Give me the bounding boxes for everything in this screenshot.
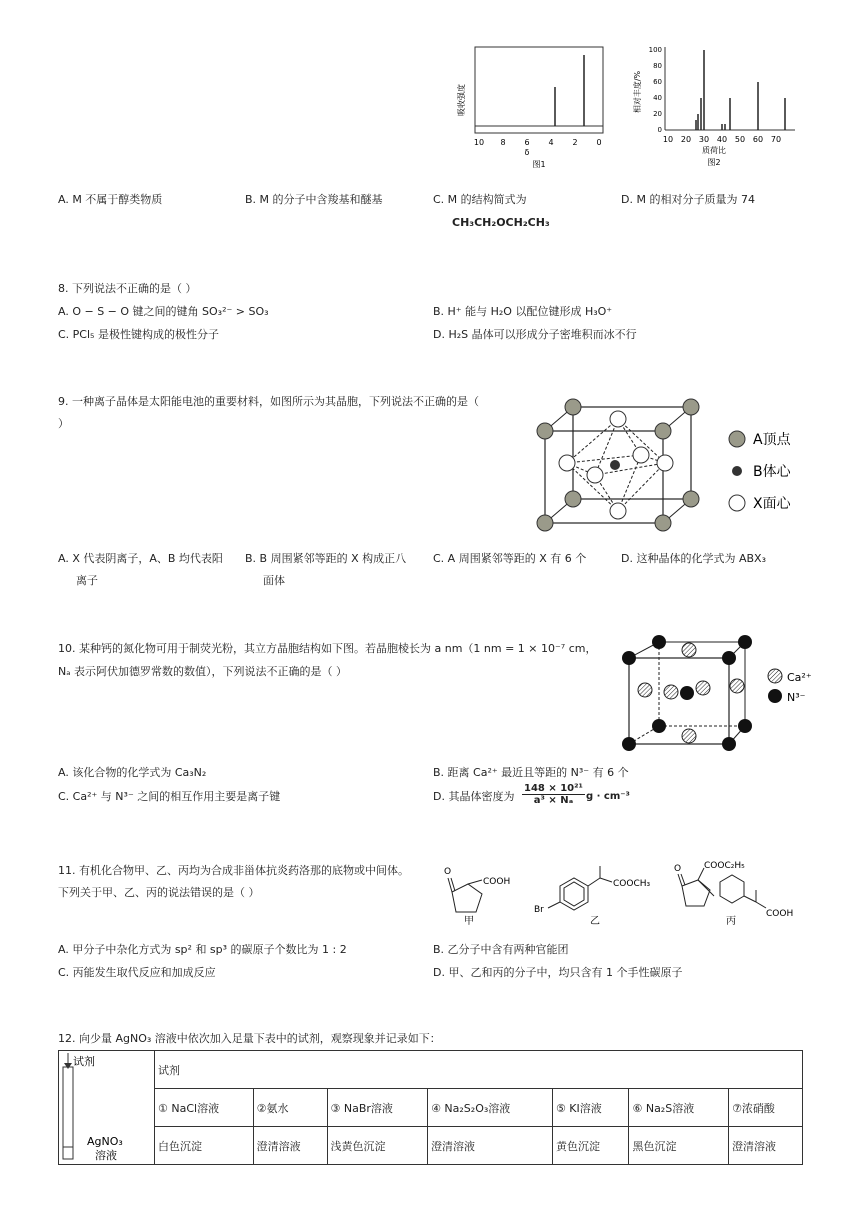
legend-n: N³⁻ xyxy=(787,691,806,704)
result-cell: 白色沉淀 xyxy=(155,1127,254,1165)
ms-chart xyxy=(630,42,800,177)
q11-option-c[interactable]: C. 丙能发生取代反应和加成反应 xyxy=(58,966,216,979)
q11-option-a[interactable]: A. 甲分子中杂化方式为 sp² 和 sp³ 的碳原子个数比为 1 : 2 xyxy=(58,943,347,956)
nmr-xunit: δ xyxy=(524,148,530,157)
q9-option-b[interactable]: B. B 周围紧邻等距的 X 构成正八 xyxy=(245,552,407,565)
reagent-cell: ④ Na₂S₂O₃溶液 xyxy=(428,1089,553,1127)
q11-structures xyxy=(430,858,810,930)
ms-ytick: 0 xyxy=(657,126,662,134)
result-cell: 澄清溶液 xyxy=(253,1127,327,1165)
nmr-tick: 0 xyxy=(596,138,602,147)
tube-agno3-label: AgNO₃ xyxy=(87,1135,123,1148)
q7-option-d[interactable]: D. M 的相对分子质量为 74 xyxy=(621,193,755,206)
yi-label: 乙 xyxy=(590,916,600,927)
jia-cooh: COOH xyxy=(483,877,511,887)
test-tube-cell xyxy=(59,1051,155,1165)
ms-xtick: 50 xyxy=(734,135,746,144)
q11-stem-line1: 11. 有机化合物甲、乙、丙均为合成非甾体抗炎药洛那的底物或中间体。 xyxy=(58,864,409,877)
jia-o: O xyxy=(444,867,452,877)
q8-option-a[interactable]: A. O − S − O 键之间的键角 SO₃²⁻ > SO₃ xyxy=(58,305,269,318)
q7-option-b[interactable]: B. M 的分子中含羧基和醚基 xyxy=(245,193,383,206)
figure-1-nmr xyxy=(455,45,615,175)
figure-2-mass-spec xyxy=(630,42,800,177)
reagent-cell: ⑥ Na₂S溶液 xyxy=(629,1089,729,1127)
q8-option-c[interactable]: C. PCl₅ 是极性键构成的极性分子 xyxy=(58,328,219,341)
reagent-cell: ③ NaBr溶液 xyxy=(327,1089,428,1127)
nmr-tick: 4 xyxy=(548,138,554,147)
bing-label: 丙 xyxy=(726,916,736,927)
q7-option-c[interactable]: C. M 的结构简式为 xyxy=(433,193,527,206)
ms-ylabel: 相对丰度/% xyxy=(633,70,642,114)
yi-coome: COOCH₃ xyxy=(613,879,651,889)
q9-crystal-figure xyxy=(525,393,810,538)
nmr-tick: 2 xyxy=(572,138,578,147)
q9-option-d[interactable]: D. 这种晶体的化学式为 ABX₃ xyxy=(621,552,766,565)
result-cell: 浅黄色沉淀 xyxy=(327,1127,428,1165)
legend-ca: Ca²⁺ xyxy=(787,671,812,684)
ms-ytick: 60 xyxy=(653,78,662,86)
q10-density-fraction xyxy=(522,783,585,806)
q9-option-b-cont: 面体 xyxy=(263,574,285,587)
q8-option-d[interactable]: D. H₂S 晶体可以形成分子密堆积而冰不行 xyxy=(433,328,637,341)
q9-option-a[interactable]: A. X 代表阴离子，A、B 均代表阳 xyxy=(58,552,223,565)
q7-option-c-formula: CH₃CH₂OCH₂CH₃ xyxy=(452,216,550,229)
q9-stem-line1: 9. 一种离子晶体是太阳能电池的重要材料，如图所示为其晶胞，下列说法不正确的是（ xyxy=(58,395,479,408)
q10-density-unit: g · cm⁻³ xyxy=(586,791,630,802)
ms-ytick: 40 xyxy=(653,94,662,102)
ms-ytick: 80 xyxy=(653,62,662,70)
ms-xtick: 30 xyxy=(698,135,710,144)
ms-ytick: 20 xyxy=(653,110,662,118)
result-cell: 澄清溶液 xyxy=(428,1127,553,1165)
q10-stem-line1: 10. 某种钙的氮化物可用于制荧光粉，其立方晶胞结构如下图。若晶胞棱长为 a nm（1 nm = 1 × 10⁻⁷ cm， xyxy=(58,642,597,655)
reagent-cell: ⑤ KI溶液 xyxy=(552,1089,629,1127)
fraction-denominator: a³ × Nₐ xyxy=(533,795,574,806)
bing-cooh: COOH xyxy=(766,909,794,919)
nmr-chart xyxy=(455,45,615,175)
q8-option-b[interactable]: B. H⁺ 能与 H₂O 以配位键形成 H₃O⁺ xyxy=(433,305,613,318)
ms-xtick: 10 xyxy=(662,135,674,144)
structures-svg xyxy=(430,858,810,930)
q7-option-a[interactable]: A. M 不属于醇类物质 xyxy=(58,193,163,206)
q11-option-b[interactable]: B. 乙分子中含有两种官能团 xyxy=(433,943,569,956)
reagent-cell: ⑦浓硝酸 xyxy=(729,1089,803,1127)
result-cell: 黄色沉淀 xyxy=(552,1127,629,1165)
q11-stem-line2: 下列关于甲、乙、丙的说法错误的是（ ） xyxy=(58,886,260,899)
tube-reagent-label: 试剂 xyxy=(73,1055,95,1068)
result-cell: 黑色沉淀 xyxy=(629,1127,729,1165)
q12-stem: 12. 向少量 AgNO₃ 溶液中依次加入足量下表中的试剂，观察现象并记录如下： xyxy=(58,1032,441,1045)
bing-cooet: COOC₂H₅ xyxy=(704,861,745,871)
bing-o: O xyxy=(674,864,682,874)
ms-xtick: 40 xyxy=(716,135,728,144)
q10-option-b[interactable]: B. 距离 Ca²⁺ 最近且等距的 N³⁻ 有 6 个 xyxy=(433,766,629,779)
test-tube-icon xyxy=(59,1051,154,1163)
q10-stem-line2: Nₐ 表示阿伏加德罗常数的数值），下列说法不正确的是（ ） xyxy=(58,665,348,678)
legend-b-body-center: B体心 xyxy=(753,464,791,480)
ms-xtick: 60 xyxy=(752,135,764,144)
reagent-cell: ②氨水 xyxy=(253,1089,327,1127)
nmr-tick: 8 xyxy=(500,138,506,147)
ms-xtick: 70 xyxy=(770,135,782,144)
tube-solution-label: 溶液 xyxy=(95,1149,117,1162)
nmr-caption: 图1 xyxy=(532,160,546,169)
q9-option-c[interactable]: C. A 周围紧邻等距的 X 有 6 个 xyxy=(433,552,587,565)
q10-option-d[interactable]: D. 其晶体密度为 xyxy=(433,790,515,803)
q10-crystal-figure xyxy=(615,630,815,755)
q11-option-d[interactable]: D. 甲、乙和丙的分子中，均只含有 1 个手性碳原子 xyxy=(433,966,683,979)
yi-br: Br xyxy=(534,905,544,915)
reagent-cell: ① NaCl溶液 xyxy=(155,1089,254,1127)
ca3n2-cell xyxy=(615,630,815,755)
nmr-ylabel: 吸收强度 xyxy=(457,84,466,116)
result-cell: 澄清溶液 xyxy=(729,1127,803,1165)
ms-ytick: 100 xyxy=(648,46,662,54)
q9-stem-line2: ） xyxy=(58,417,69,430)
q10-option-a[interactable]: A. 该化合物的化学式为 Ca₃N₂ xyxy=(58,766,207,779)
legend-a-vertex: A顶点 xyxy=(753,432,791,448)
ms-xlabel: 质荷比 xyxy=(702,146,726,155)
reagent-table xyxy=(58,1050,803,1165)
jia-label: 甲 xyxy=(464,916,474,927)
nmr-tick: 6 xyxy=(524,138,530,147)
fraction-numerator: 148 × 10²¹ xyxy=(524,783,583,794)
table-header-reagent: 试剂 xyxy=(155,1051,803,1089)
q8-stem: 8. 下列说法不正确的是（ ） xyxy=(58,282,197,295)
q10-option-c[interactable]: C. Ca²⁺ 与 N³⁻ 之间的相互作用主要是离子键 xyxy=(58,790,281,803)
legend-x-face-center: X面心 xyxy=(753,496,791,512)
q9-option-a-cont: 离子 xyxy=(76,574,98,587)
perovskite-cell xyxy=(525,393,810,538)
nmr-tick: 10 xyxy=(473,138,485,147)
ms-xtick: 20 xyxy=(680,135,692,144)
ms-caption: 图2 xyxy=(707,158,721,167)
